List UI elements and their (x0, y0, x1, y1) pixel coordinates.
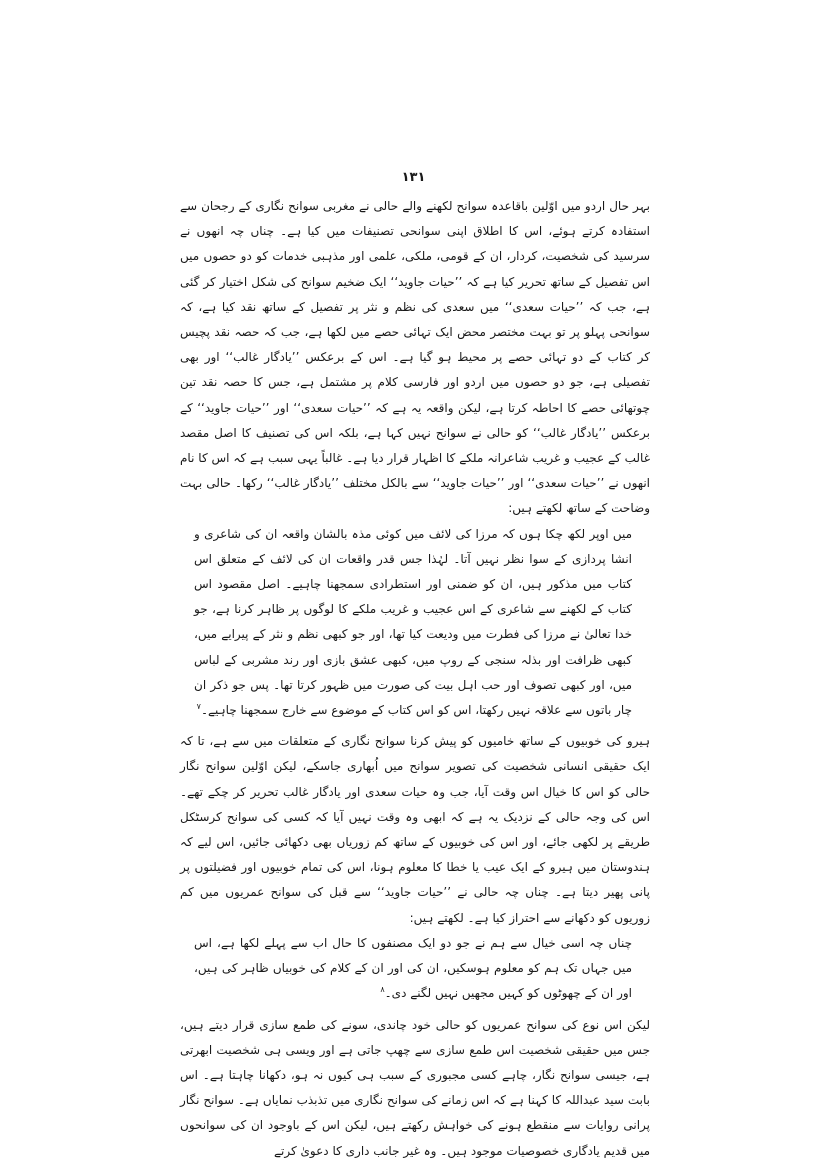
paragraph-2 (180, 729, 650, 931)
paragraph-1 (180, 194, 650, 522)
block-quote-2 (194, 931, 632, 1007)
block-quote-1 (194, 522, 632, 724)
paragraph-2-text: ہیرو کی خوبیوں کے ساتھ خامیوں کو پیش کرنا سوانح نگاری کے متعلقات میں سے ہے، تا کہ ایک حقیقی انسانی شخصیت کی تصویر سوانح میں اُبھاری جاسکے، لیکن اوّلین سوانح نگار حالی کو اس کا خیال اس وقت آیا، جب وہ حیات سعدی اور یادگار غالب تحریر کر چکے تھے۔ اس کی وجہ حالی کے نزدیک یہ ہے کہ ابھی وہ وقت نہیں آیا کہ کسی کی سوانح کرسٹکل طریقے پر لکھی جائے، اور اس کی خوبیوں کے ساتھ کم زوریاں بھی دکھائی جائیں، اس لیے کہ ہندوستان میں ہیرو کے ایک عیب یا خطا کا معلوم ہونا، اس کی تمام خوبیوں اور فضیلتوں پر پانی پھیر دیتا ہے۔ چناں چہ حالی نے ’’حیات جاوید‘‘ سے قبل کی سوانح عمریوں میں کم زوریوں کو دکھانے سے احتراز کیا ہے۔ لکھتے ہیں: (180, 734, 650, 925)
paragraph-3-text: لیکن اس نوع کی سوانح عمریوں کو حالی خود چاندی، سونے کی طمع سازی قرار دیتے ہیں، جس میں حقیقی شخصیت اس طمع سازی سے چھپ جاتی ہے اور ویسی ہی شخصیت ابھرتی ہے، جیسی سوانح نگار، چاہے کسی مجبوری کے سبب ہی کیوں نہ ہو، دکھانا چاہتا ہے۔ اس بابت سید عبداللہ کا کہنا ہے کہ اس زمانے کی سوانح نگاری میں تذبذب نمایاں ہے۔ سوانح نگار پرانی روایات سے منقطع ہونے کی خواہش رکھتے ہیں، لیکن اس کے باوجود ان کی سوانحوں میں قدیم یادگاری خصوصیات موجود ہیں۔ وہ غیر جانب داری کا دعویٰ کرتے (180, 1017, 650, 1158)
paragraph-3 (180, 1013, 650, 1164)
footnote-marker-8: ۸ (380, 985, 385, 995)
page-number: ۱۳۱ (401, 170, 426, 185)
paragraph-1-text: بہر حال اردو میں اوّلین باقاعدہ سوانح لکھنے والے حالی نے مغربی سوانح نگاری کے رجحان سے استفادہ کرتے ہوئے، اس کا اطلاق اپنی سوانحی تصنیفات میں کیا ہے۔ چناں چہ انھوں نے سرسید کی شخصیت، کردار، ان کے قومی، ملکی، علمی اور مذہبی خدمات کو دو حصوں میں اس تفصیل کے ساتھ تحریر کیا ہے کہ ’’حیات جاوید‘‘ ایک ضخیم سوانح کی شکل اختیار کر گئی ہے، جب کہ ’’حیات سعدی‘‘ میں سعدی کی نظم و نثر پر تفصیل کے ساتھ نقد کیا ہے، کہ سوانحی پہلو پر تو بہت مختصر محض ایک تہائی حصے میں لکھا ہے، جب کہ حصہ نقد پچیس کر کتاب کے دو تہائی حصے پر محیط ہو گیا ہے۔ اس کے برعکس ’’یادگار غالب‘‘ اور بھی تفصیلی ہے، جو دو حصوں میں اردو اور فارسی کلام پر مشتمل ہے، جس کا حصہ نقد تین چوتھائی حصے کا احاطہ کرتا ہے، لیکن واقعہ یہ ہے کہ ’’حیات سعدی‘‘ اور ’’حیات جاوید‘‘ کے برعکس ’’یادگار غالب‘‘ کو حالی نے سوانح نہیں کہا ہے، بلکہ اس کی تصنیف کا اصل مقصد غالب کے عجیب و غریب شاعرانہ ملکے کا اظہار قرار دیا ہے۔ غالباً یہی سبب ہے کہ اس کا نام انھوں نے ’’حیات سعدی‘‘ اور ’’حیات جاوید‘‘ سے بالکل مختلف ’’یادگار غالب‘‘ رکھا۔ حالی بہت وضاحت کے ساتھ لکھتے ہیں: (180, 199, 650, 516)
page-body (180, 194, 650, 1164)
block-quote-2-text: چناں چہ اسی خیال سے ہم نے جو دو ایک مصنفوں کا حال اب سے پہلے لکھا ہے، اس میں جہاں تک ہم کو معلوم ہوسکیں، ان کی اور ان کے کلام کی خوبیاں ظاہر کی ہیں، اور ان کے چھوٹوں کو کہیں مجھیں نہیں لگنے دی۔ (194, 935, 632, 1001)
block-quote-1-text: میں اوپر لکھ چکا ہوں کہ مرزا کی لائف میں کوئی مذہ بالشان واقعہ ان کی شاعری و انشا پردازی کے سوا نظر نہیں آتا۔ لہٰذا جس قدر واقعات ان کی لائف کے متعلق اس کتاب میں مذکور ہیں، ان کو ضمنی اور استطرادی سمجھنا چاہیے۔ اصل مقصود اس کتاب کے لکھنے سے شاعری کے اس عجیب و غریب ملکے کا لوگوں پر ظاہر کرنا ہے، جو خدا تعالیٰ نے مرزا کی فطرت میں ودیعت کیا تھا، اور جو کبھی نظم و نثر کے پیرایے میں، کبھی ظرافت اور بذلہ سنجی کے روپ میں، کبھی عشق بازی اور رند مشربی کے لباس میں، اور کبھی تصوف اور حب اہل بیت کی صورت میں ظہور کرتا تھا۔ پس جو ذکر ان چار باتوں سے علاقہ نہیں رکھتا، اس کو اس کتاب کے موضوع سے خارج سمجھنا چاہیے۔ (194, 526, 632, 718)
footnote-marker-7: ۷ (196, 702, 201, 712)
